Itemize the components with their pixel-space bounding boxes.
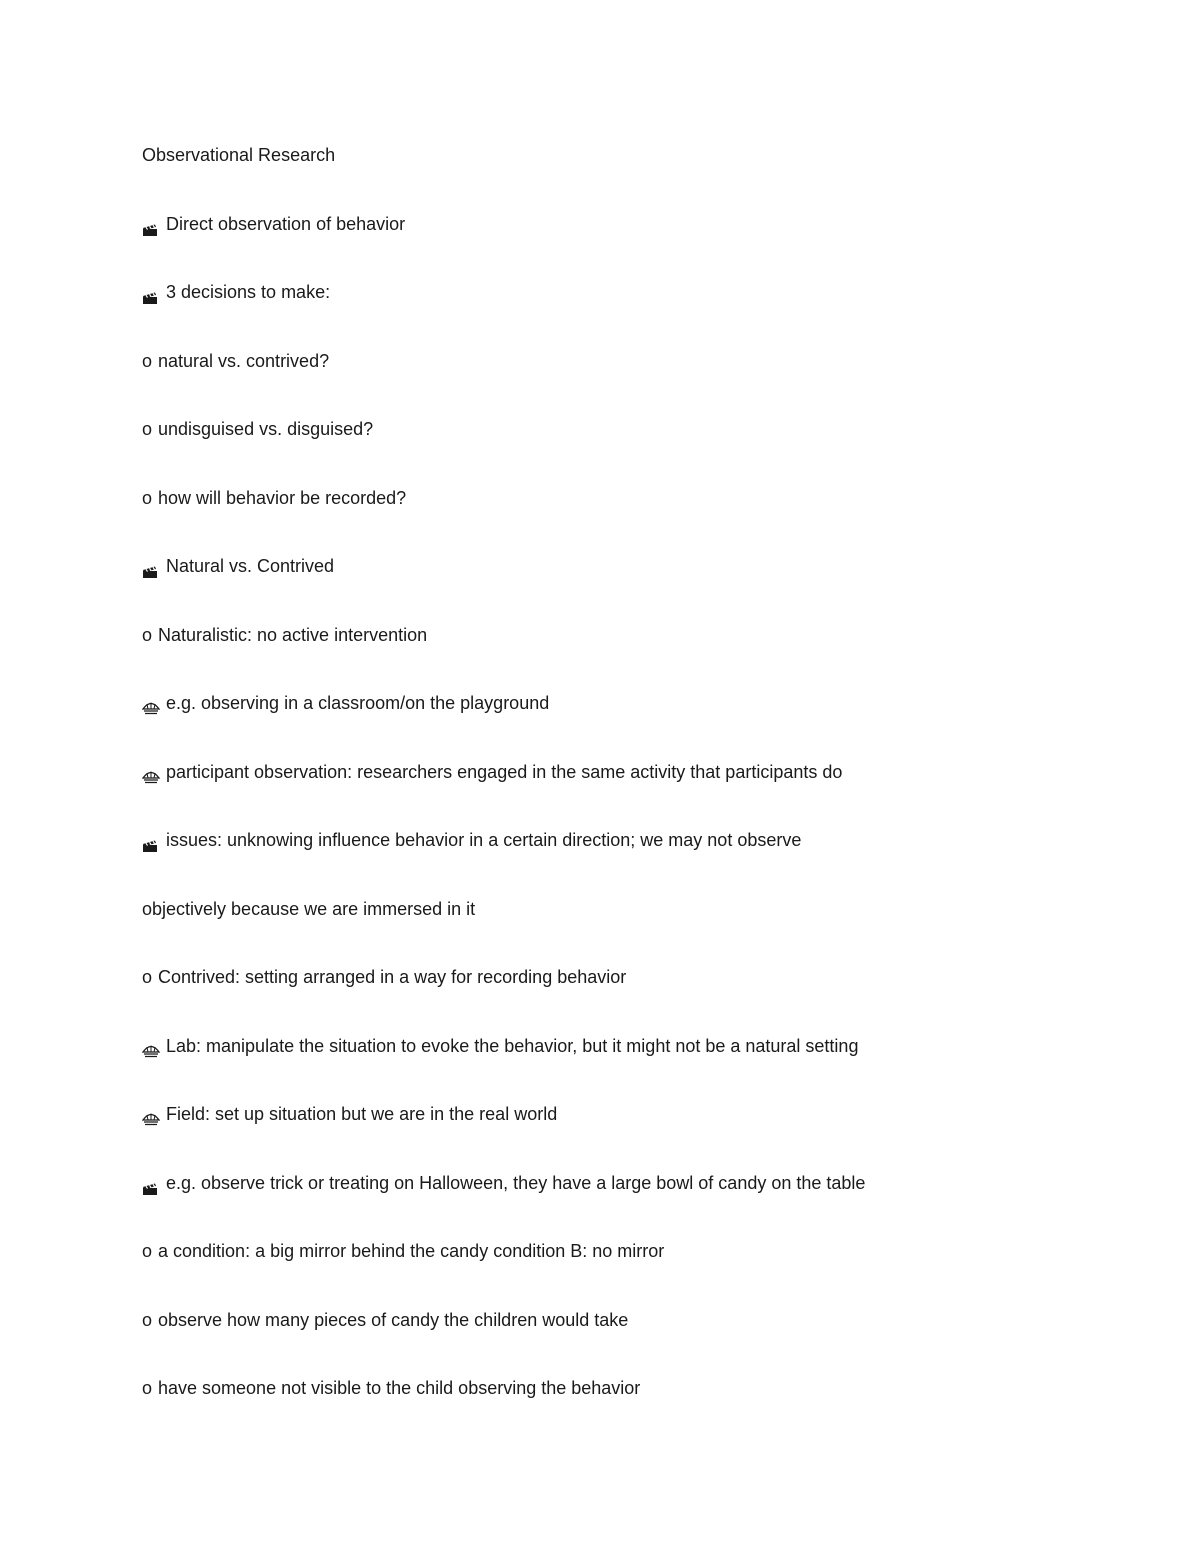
notes-list [142, 140, 1142, 1442]
text-line [142, 346, 1142, 415]
text-line [142, 483, 1142, 552]
umbrella-icon [142, 1044, 160, 1058]
text-line [142, 825, 1142, 894]
line-text: e.g. observe trick or treating on Halloween, they have a large bowl of candy on the table [166, 1172, 866, 1193]
text-line [142, 1099, 1142, 1168]
text-line [142, 277, 1142, 346]
line-text: e.g. observing in a classroom/on the playground [166, 693, 550, 713]
line-text: Direct observation of behavior [166, 213, 406, 234]
line-text: Naturalistic: no active intervention [158, 624, 428, 645]
bullet-o: o [142, 967, 153, 987]
bullet-o: o [142, 1241, 153, 1261]
text-line [142, 1373, 1142, 1442]
bullet [142, 825, 166, 855]
bullet [142, 1168, 166, 1198]
clapperboard-icon [142, 224, 158, 237]
umbrella-icon [142, 770, 160, 784]
line-text: undisguised vs. disguised? [158, 419, 374, 439]
line-text: Contrived: setting arranged in a way for recording behavior [158, 967, 627, 987]
text-line [142, 757, 1142, 826]
text-line [142, 688, 1142, 757]
clapperboard-icon [142, 292, 158, 305]
clapperboard-icon [142, 566, 158, 579]
bullet [142, 277, 166, 307]
text-line [142, 1031, 1142, 1100]
text-line [142, 140, 1142, 209]
bullet-o: o [142, 624, 153, 645]
line-text: natural vs. contrived? [158, 350, 330, 371]
bullet-o: o [142, 419, 153, 439]
line-text: how will behavior be recorded? [158, 487, 407, 508]
bullet [142, 209, 166, 239]
bullet [142, 757, 166, 787]
text-line [142, 209, 1142, 278]
line-text: objectively because we are immersed in it [142, 898, 476, 919]
text-line [142, 1168, 1142, 1237]
text-line [142, 962, 1142, 1031]
line-text: a condition: a big mirror behind the candy condition B: no mirror [158, 1241, 665, 1261]
text-line [142, 1305, 1142, 1374]
line-text: observe how many pieces of candy the children would take [158, 1309, 629, 1330]
text-line [142, 1236, 1142, 1305]
bullet [142, 688, 166, 718]
line-text: Lab: manipulate the situation to evoke the behavior, but it might not be a natural setting [166, 1035, 859, 1056]
umbrella-icon [142, 1112, 160, 1126]
line-text: Natural vs. Contrived [166, 556, 335, 576]
line-text: Field: set up situation but we are in the real world [166, 1104, 558, 1124]
clapperboard-icon [142, 840, 158, 853]
bullet [142, 1099, 166, 1129]
line-text: have someone not visible to the child observing the behavior [158, 1378, 641, 1398]
bullet-o: o [142, 350, 153, 371]
text-line [142, 414, 1142, 483]
line-text: 3 decisions to make: [166, 282, 331, 302]
text-line [142, 551, 1142, 620]
bullet [142, 1031, 166, 1061]
bullet-o: o [142, 487, 153, 508]
bullet-o: o [142, 1309, 153, 1330]
bullet-o: o [142, 1378, 153, 1398]
umbrella-icon [142, 701, 160, 715]
clapperboard-icon [142, 1183, 158, 1196]
line-text: participant observation: researchers engaged in the same activity that participants do [166, 761, 843, 782]
text-line [142, 894, 1142, 963]
bullet [142, 551, 166, 581]
text-line [142, 620, 1142, 689]
document-title: Observational Research [142, 145, 336, 165]
line-text: issues: unknowing influence behavior in a certain direction; we may not observe [166, 830, 802, 850]
